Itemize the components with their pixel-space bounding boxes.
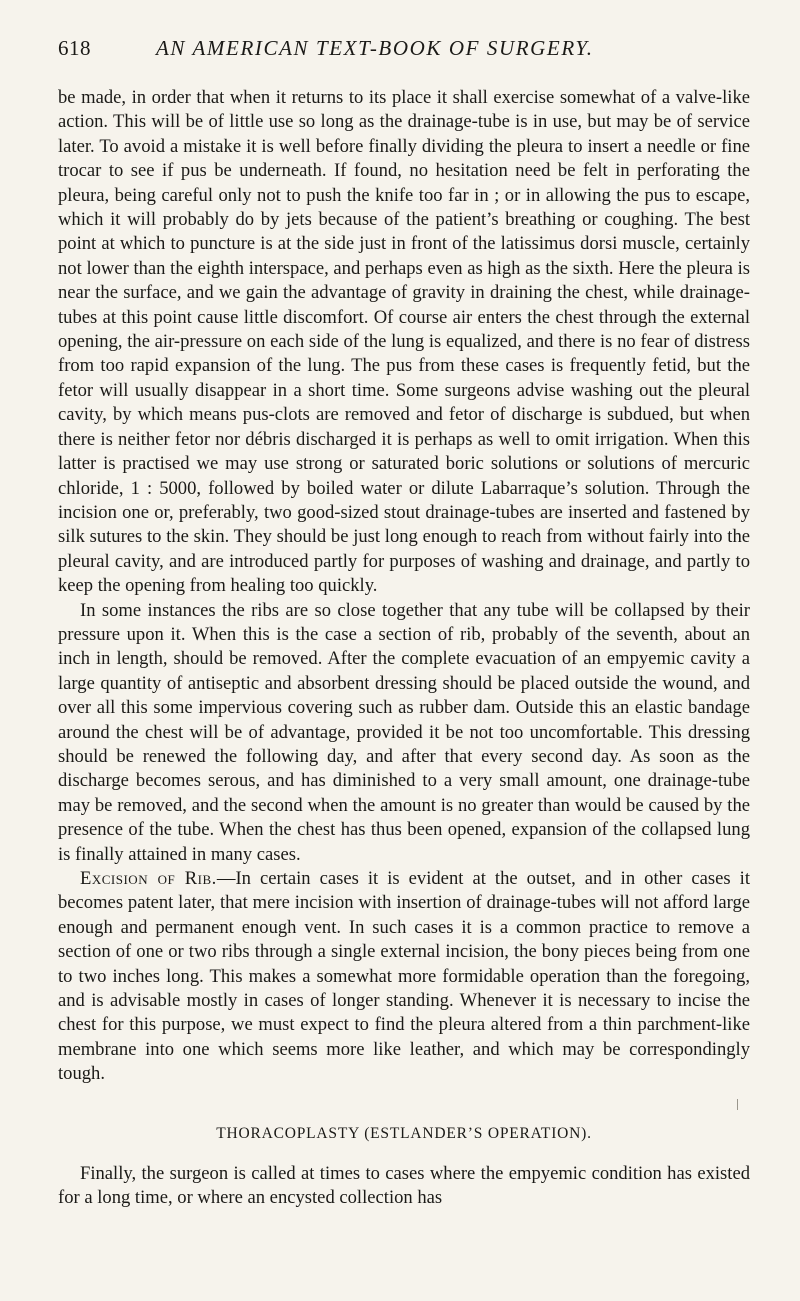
paragraph-ribs: In some instances the ribs are so close together that any tube will be collapsed by their pressure upon it. When this is the case a section of rib, probably of the seventh, about an inch in length, should be removed. After the complete evacuation of an empyemic cavity a large quantity of antiseptic and absorbent dressing should be placed outside the wound, and over all this some impervious covering such as rubber dam. Outside this an elastic bandage around the chest will be of advantage, provided it be not too uncomfortable. This dressing should be renewed the following day, and after that every second day. As soon as the discharge becomes serous, and has diminished to a very small amount, one drainage-tube may be removed, and the second when the amount is no greater than would be caused by the presence of the tube. When the chest has thus been opened, expansion of the collapsed lung is finally attained in many cases. (58, 599, 750, 865)
closing-text (58, 1162, 750, 1211)
section-heading: THORACOPLASTY (ESTLANDER’S OPERATION). (216, 1125, 592, 1142)
margin-mark (737, 1099, 738, 1110)
running-title: AN AMERICAN TEXT-BOOK OF SURGERY. (156, 36, 594, 60)
page-number: 618 (58, 36, 91, 60)
excision-text: —In certain cases it is evident at the outset, and in other cases it becomes patent later, that mere incision with insertion of drainage-tubes will not afford large enough and permanent enough vent. In such cases it is a common practice to remove a section of one or two ribs through a single external incision, the bony pieces being from one to two inches long. This makes a somewhat more formidable operation than the foregoing, and is advisable mostly in cases of longer standing. Whenever it is necessary to incise the chest for this purpose, we must expect to find the pleura altered from a thin parchment-like membrane into one which seems more like leather, and which may be correspondingly tough. (58, 868, 751, 1085)
paragraph-excision-of-rib (58, 867, 750, 1087)
running-head (58, 36, 750, 64)
run-in-heading: Excision of Rib. (80, 868, 217, 889)
paragraph-thoracoplasty: Finally, the surgeon is called at times to cases where the empyemic condition has existed for a long time, or where an encysted collection has (58, 1163, 750, 1209)
paragraph-drainage: be made, in order that when it returns to its place it shall exercise somewhat of a valve-like action. This will be of little use so long as the drainage-tube is in use, but may be of service later. To avoid a mistake it is well before finally dividing the pleura to insert a needle or fine trocar to see if pus be underneath. If found, no hesitation need be felt in perforating the pleura, being careful only not to push the knife too far in ; or in allowing the pus to escape, which it will probably do by jets because of the patient’s breathing or coughing. The best point at which to puncture is at the side just in front of the latissimus dorsi muscle, certainly not lower than the eighth interspace, and perhaps even as high as the sixth. Here the pleura is near the surface, and we gain the advantage of gravity in draining the chest, while drainage-tubes at this point cause little discomfort. Of course air enters the chest through the external opening, the air-pressure on each side of the lung is equalized, and there is no fear of distress from too rapid expansion of the lung. The pus from these cases is frequently fetid, but the fetor will usually disappear in a short time. Some surgeons advise washing out the pleural cavity, by which means pus-clots are removed and fetor of discharge is subdued, but when there is neither fetor nor débris discharged it is perhaps as well to omit irrigation. When this latter is practised we may use strong or saturated boric solutions or solutions of mercuric chloride, 1 : 5000, followed by boiled water or dilute Labarraque’s solution. Through the incision one or, preferably, two good-sized stout drainage-tubes are inserted and fastened by silk sutures to the skin. They should be just long enough to reach from without fairly into the pleural cavity, and are introduced partly for purposes of washing and drainage, and partly to keep the opening from healing too quickly. (58, 87, 750, 597)
body-text (58, 86, 750, 1087)
